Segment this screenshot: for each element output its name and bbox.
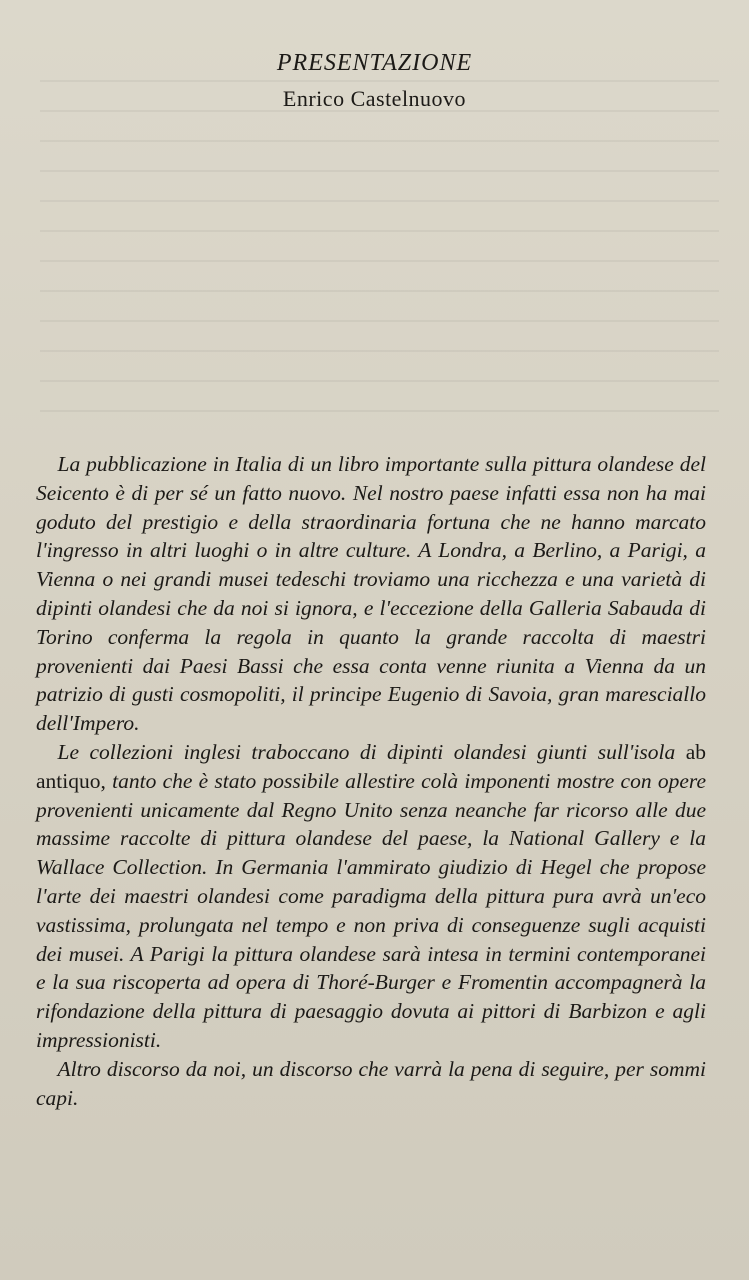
paragraph-3-text: Altro discorso da noi, un discorso che varrà la pena di seguire, per sommi capi. <box>36 1056 706 1110</box>
paragraph-2 <box>36 738 706 1055</box>
page-title: PRESENTAZIONE <box>276 50 473 76</box>
paragraph-2-latin-phrase: ab antiquo, <box>36 739 706 793</box>
body-text <box>36 450 706 1112</box>
paragraph-2-text-c: tanto che è stato possibile allestire colà imponenti mostre con opere provenienti unicamente dal Regno Unito senza neanche far ricorso alle due massime raccolte di pittura olandese del paese, la National Gallery e la Wallace Collection. In Germania l'ammirato giudizio di Hegel che propose l'arte dei maestri olandesi come paradigma della pittura pura avrà un'eco vastissima, prolungata nel tempo e non priva di conseguenze sugli acquisti dei musei. A Parigi la pittura olandese sarà intesa in termini contemporanei e la sua riscoperta ad opera di Thoré-Burger e Fromentin accompagnerà la rifondazione della pittura di paesaggio dovuta ai pittori di Barbizon e agli impressionisti. <box>36 768 707 1052</box>
author-name: Enrico Castelnuovo <box>282 86 467 111</box>
bleed-through-text <box>40 80 719 440</box>
paragraph-1-text: La pubblicazione in Italia di un libro importante sulla pittura olandese del Seicento è di per sé un fatto nuovo. Nel nostro paese infatti essa non ha mai goduto del prestigio e della straordinaria fortuna che ne hanno marcato l'ingresso in altri luoghi o in altre culture. A Londra, a Berlino, a Parigi, a Vienna o nei grandi musei tedeschi troviamo una ricchezza e una varietà di dipinti olandesi che da noi si ignora, e l'eccezione della Galleria Sabauda di Torino conferma la regola in quanto la grande raccolta di maestri provenienti dai Paesi Bassi che essa conta venne riunita a Vienna da un patrizio di gusti cosmopoliti, il principe Eugenio di Savoia, gran maresciallo dell'Impero. <box>36 452 706 736</box>
paragraph-2-text-a: Le collezioni inglesi traboccano di dipinti olandesi giunti sull'isola <box>57 739 676 764</box>
paragraph-3 <box>36 1055 706 1113</box>
paragraph-1 <box>36 450 706 738</box>
